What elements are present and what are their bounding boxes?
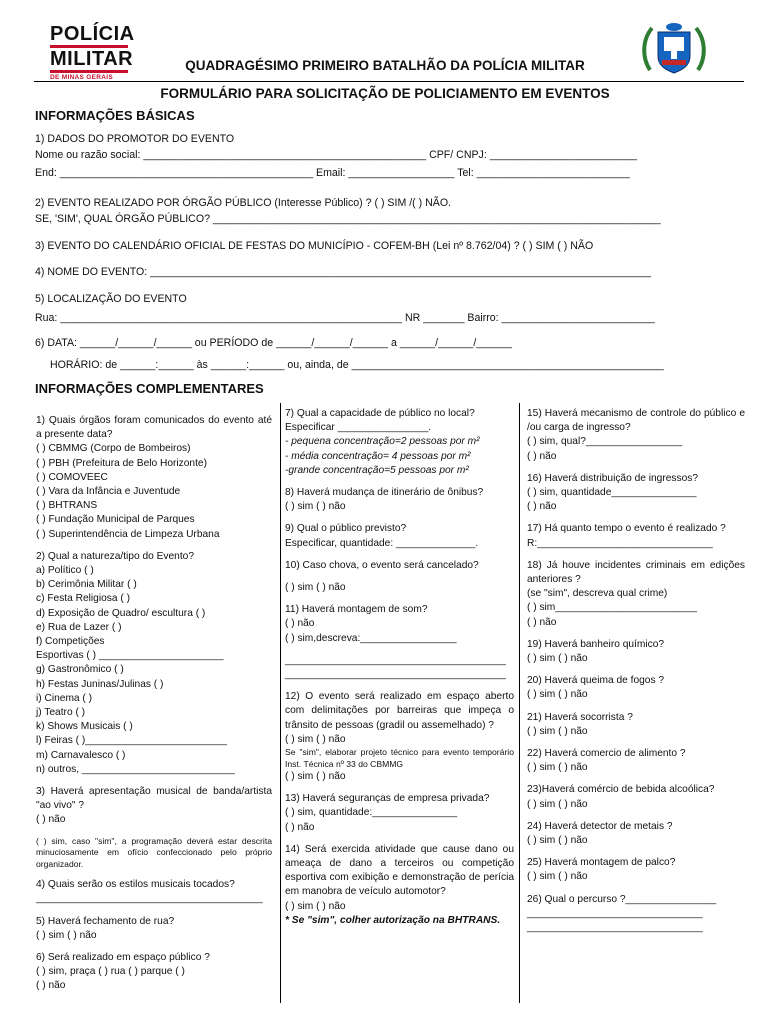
form-question-text: 8) Haverá mudança de itinerário de ônibus? — [285, 487, 484, 499]
form-answer-field[interactable]: ( ) sim, praça ( ) rua ( ) parque ( ) — [36, 966, 185, 978]
event-name-field[interactable]: 4) NOME DO EVENTO: _____________________________________________________________________________________ — [35, 266, 651, 278]
form-question-text: - pequena concentração=2 pessoas por m² — [285, 436, 480, 448]
spacer — [527, 666, 745, 674]
form-answer-field[interactable]: l) Feiras ( )_________________________ — [36, 735, 227, 747]
form-question-text: 24) Haverá detector de metais ? — [527, 820, 673, 832]
form-title: FORMULÁRIO PARA SOLICITAÇÃO DE POLICIAMENTO EM EVENTOS — [160, 86, 610, 101]
form-question-text: 17) Há quanto tempo o evento é realizado ? — [527, 523, 726, 535]
form-answer-field[interactable]: ( ) sim ( ) não — [285, 582, 346, 594]
form-answer-field[interactable]: ( ) sim, quantidade_______________ — [527, 487, 697, 499]
public-agency-name-field[interactable]: SE, 'SIM', QUAL ÓRGÃO PÚBLICO? ____________________________________________________________________________ — [35, 213, 661, 225]
form-question-text: Se "sim", elaborar projeto técnico para evento temporário Inst. Técnica nº 33 do CBMMG — [285, 747, 514, 769]
form-question-text: 3) Haverá apresentação musical de banda/artista "ao vivo" ? — [36, 786, 272, 812]
complementary-info-heading: INFORMAÇÕES COMPLEMENTARES — [35, 381, 264, 396]
form-question-text: 4) Quais serão os estilos musicais tocados? — [36, 879, 235, 891]
form-question-text: h) Festas Juninas/Julinas ( ) — [36, 678, 164, 690]
form-answer-field[interactable]: ( ) não — [36, 814, 66, 826]
form-question-text: 13) Haverá seguranças de empresa privada? — [285, 793, 490, 805]
form-question-text: 18) Já houve incidentes criminais em edições anteriores ? — [527, 559, 745, 586]
spacer — [527, 514, 745, 522]
q5-title: 5) LOCALIZAÇÃO DO EVENTO — [35, 293, 187, 305]
form-question-text: 11) Haverá montagem de som? — [285, 604, 428, 616]
spacer — [285, 646, 514, 654]
spacer — [285, 784, 514, 792]
form-answer-field[interactable]: ( ) sim ( ) não — [527, 871, 588, 883]
form-answer-field[interactable]: ________________________________________ — [36, 893, 263, 905]
spacer — [285, 682, 514, 690]
complementary-column-3 — [527, 407, 745, 935]
divider — [34, 81, 744, 82]
form-answer-field[interactable]: ( ) PBH (Prefeitura de Belo Horizonte) — [36, 457, 207, 469]
form-question-text: 6) Será realizado em espaço público ? — [36, 952, 210, 963]
form-question-text: f) Competições — [36, 636, 105, 648]
spacer — [527, 848, 745, 856]
logo-line3: DE MINAS GERAIS — [50, 74, 114, 81]
form-answer-field[interactable]: ( ) sim ( ) não — [527, 762, 588, 774]
spacer — [36, 542, 272, 550]
logo-line2: MILITAR — [50, 48, 134, 70]
form-answer-field[interactable]: ( ) sim, qual?_________________ — [527, 436, 683, 448]
battalion-title: QUADRAGÉSIMO PRIMEIRO BATALHÃO DA POLÍCIA MILITAR — [185, 58, 585, 73]
form-question-text: m) Carnavalesco ( ) — [36, 749, 126, 761]
spacer — [527, 739, 745, 747]
spacer — [527, 551, 745, 559]
form-question-text: 23)Haverá comércio de bebida alcoólica? — [527, 784, 715, 796]
column-divider — [519, 403, 520, 1003]
form-answer-field[interactable]: _______________________________ — [527, 922, 703, 934]
form-answer-field[interactable]: ( ) sim ( ) não — [527, 653, 588, 665]
promoter-name-field[interactable]: Nome ou razão social: ________________________________________________ CPF/ CNPJ: _________________________ — [35, 149, 638, 161]
public-agency-question[interactable]: 2) EVENTO REALIZADO POR ÓRGÃO PÚBLICO (Interesse Público) ? ( ) SIM /( ) NÃO. — [35, 197, 451, 209]
form-question-text: 10) Caso chova, o evento será cancelado? — [285, 559, 479, 571]
form-answer-field[interactable]: R:_______________________________ — [527, 537, 713, 549]
form-answer-field[interactable]: ( ) não — [527, 501, 557, 513]
form-question-text: 5) Haverá fechamento de rua? — [36, 915, 175, 927]
form-answer-field[interactable]: ( ) sim ( ) não — [527, 798, 588, 810]
form-question-text: b) Cerimônia Militar ( ) — [36, 579, 137, 591]
spacer — [36, 828, 272, 836]
spacer — [36, 870, 272, 878]
form-question-text: 16) Haverá distribuição de ingressos? — [527, 472, 699, 484]
spacer — [36, 777, 272, 785]
spacer — [527, 630, 745, 638]
form-answer-field[interactable]: ( ) sim_________________________ — [527, 602, 697, 614]
form-question-text: - média concentração= 4 pessoas por m² — [285, 450, 471, 462]
event-address-field[interactable]: Rua: __________________________________________________________ NR _______ Bairro: __________________________ — [35, 312, 655, 324]
spacer — [285, 573, 514, 581]
logo-line1: POLÍCIA — [50, 23, 135, 45]
form-answer-field[interactable]: ( ) CBMMG (Corpo de Bombeiros) — [36, 443, 191, 455]
form-question-text: 7) Qual a capacidade de público no local? — [285, 408, 475, 419]
form-question-text: 14) Será exercida atividade que cause dano ou ameaça de dano a terceiros ou competição esportiva com exibição e demonstração de perícia em manobra de veículo automotor? — [285, 843, 514, 898]
form-answer-field[interactable]: ( ) sim ( ) não — [527, 689, 588, 701]
form-question-text: 21) Haverá socorrista ? — [527, 711, 633, 723]
spacer — [527, 775, 745, 783]
form-answer-field[interactable]: Especificar, quantidade: ______________. — [285, 537, 479, 549]
spacer — [527, 464, 745, 472]
form-question-text: g) Gastronômico ( ) — [36, 664, 124, 676]
form-question-text: c) Festa Religiosa ( ) — [36, 593, 130, 605]
form-question-text: i) Cinema ( ) — [36, 692, 93, 704]
form-answer-field[interactable]: 26) Qual o percurso ?________________ — [527, 893, 717, 905]
form-answer-field[interactable]: _______________________________ — [527, 907, 703, 919]
form-answer-field[interactable]: ( ) sim ( ) não — [285, 733, 346, 745]
form-answer-field[interactable]: ( ) Superintendência de Limpeza Urbana — [36, 528, 220, 540]
spacer — [285, 551, 514, 559]
form-question-text: a) Político ( ) — [36, 565, 94, 577]
column-divider — [280, 403, 281, 1003]
form-answer-field[interactable]: ( ) BHTRANS — [36, 500, 98, 512]
form-answer-field[interactable]: ( ) COMOVEEC — [36, 471, 108, 483]
form-answer-field[interactable]: ( ) sim ( ) não — [527, 725, 588, 737]
spacer — [285, 478, 514, 486]
spacer — [285, 595, 514, 603]
form-answer-field[interactable]: n) outros, ___________________________ — [36, 763, 235, 775]
form-answer-field[interactable]: ( ) não — [285, 618, 315, 630]
spacer — [527, 885, 745, 893]
form-question-text: 2) Qual a natureza/tipo do Evento? — [36, 550, 195, 562]
form-answer-field[interactable]: ( ) não — [527, 616, 557, 628]
event-date-field[interactable]: 6) DATA: ______/______/______ ou PERÍODO de ______/______/______ a ______/______/______ — [35, 337, 512, 349]
basic-info-heading: INFORMAÇÕES BÁSICAS — [35, 108, 195, 123]
spacer — [527, 703, 745, 711]
form-question-text: -grande concentração=5 pessoas por m² — [285, 464, 469, 476]
form-answer-field[interactable]: _______________________________________ — [285, 669, 506, 681]
event-time-field[interactable]: HORÁRIO: de ______:______ às ______:______ ou, ainda, de _____________________________________________________ — [50, 359, 664, 371]
form-question-text: j) Teatro ( ) — [36, 707, 86, 719]
form-question-text: 19) Haverá banheiro químico? — [527, 638, 665, 650]
form-answer-field[interactable]: ( ) sim ( ) não — [285, 900, 346, 912]
form-answer-field[interactable]: ( ) sim ( ) não — [285, 771, 346, 783]
form-answer-field[interactable]: ( ) não — [36, 980, 66, 992]
form-answer-field[interactable]: ( ) não — [527, 450, 557, 462]
complementary-column-2 — [285, 407, 514, 928]
form-answer-field[interactable]: ( ) sim, quantidade:_______________ — [285, 807, 458, 819]
spacer — [527, 812, 745, 820]
form-answer-field[interactable]: ( ) sim ( ) não — [36, 929, 97, 941]
form-question-text: 22) Haverá comercio de alimento ? — [527, 748, 686, 760]
q1-title: 1) DADOS DO PROMOTOR DO EVENTO — [35, 133, 235, 145]
form-answer-field[interactable]: Esportivas ( ) ______________________ — [36, 650, 224, 662]
form-answer-field[interactable]: _______________________________________ — [285, 654, 506, 666]
cofem-question[interactable]: 3) EVENTO DO CALENDÁRIO OFICIAL DE FESTAS DO MUNICÍPIO - COFEM-BH (Lei nº 8.762/04) ? ( ) SIM ( ) NÃO — [35, 240, 594, 252]
spacer — [36, 907, 272, 915]
form-question-text: 12) O evento será realizado em espaço aberto com delimitações por barreiras que impeça o trânsito de pessoas (gradil ou assemelhado) ? — [285, 691, 514, 731]
spacer — [285, 514, 514, 522]
form-answer-field[interactable]: (se "sim", descreva qual crime) — [527, 588, 668, 600]
form-answer-field[interactable]: Especificar ________________. — [285, 422, 432, 434]
complementary-column-1 — [36, 414, 272, 994]
spacer — [36, 943, 272, 951]
form-question-text: d) Exposição de Quadro/ escultura ( ) — [36, 607, 206, 619]
form-question-text: 25) Haverá montagem de palco? — [527, 857, 676, 869]
form-question-text: e) Rua de Lazer ( ) — [36, 621, 122, 633]
form-question-text: 15) Haverá mecanismo de controle do público e /ou carga de ingresso? — [527, 408, 745, 434]
form-answer-field[interactable]: ( ) sim,descreva:_________________ — [285, 632, 457, 644]
promoter-address-field[interactable]: End: ___________________________________________ Email: __________________ Tel: __________________________ — [35, 167, 630, 179]
form-question-text: 20) Haverá queima de fogos ? — [527, 675, 665, 687]
form-question-text: 9) Qual o público previsto? — [285, 523, 407, 535]
form-answer-field[interactable]: ( ) sim, caso "sim", a programação deverá estar descrita minuciosamente em ofício confeccionado pelo próprio organizador. — [36, 835, 272, 869]
form-answer-field[interactable]: ( ) sim ( ) não — [285, 501, 346, 513]
spacer — [285, 835, 514, 843]
form-question-text: 1) Quais órgãos foram comunicados do evento até a presente data? — [36, 415, 272, 441]
form-question-text: * Se "sim", colher autorização na BHTRANS. — [285, 914, 501, 926]
form-answer-field[interactable]: ( ) não — [285, 821, 315, 833]
form-question-text: k) Shows Musicais ( ) — [36, 721, 133, 733]
form-answer-field[interactable]: ( ) Fundação Municipal de Parques — [36, 514, 195, 526]
form-answer-field[interactable]: ( ) Vara da Infância e Juventude — [36, 486, 181, 498]
form-answer-field[interactable]: ( ) sim ( ) não — [527, 835, 588, 847]
